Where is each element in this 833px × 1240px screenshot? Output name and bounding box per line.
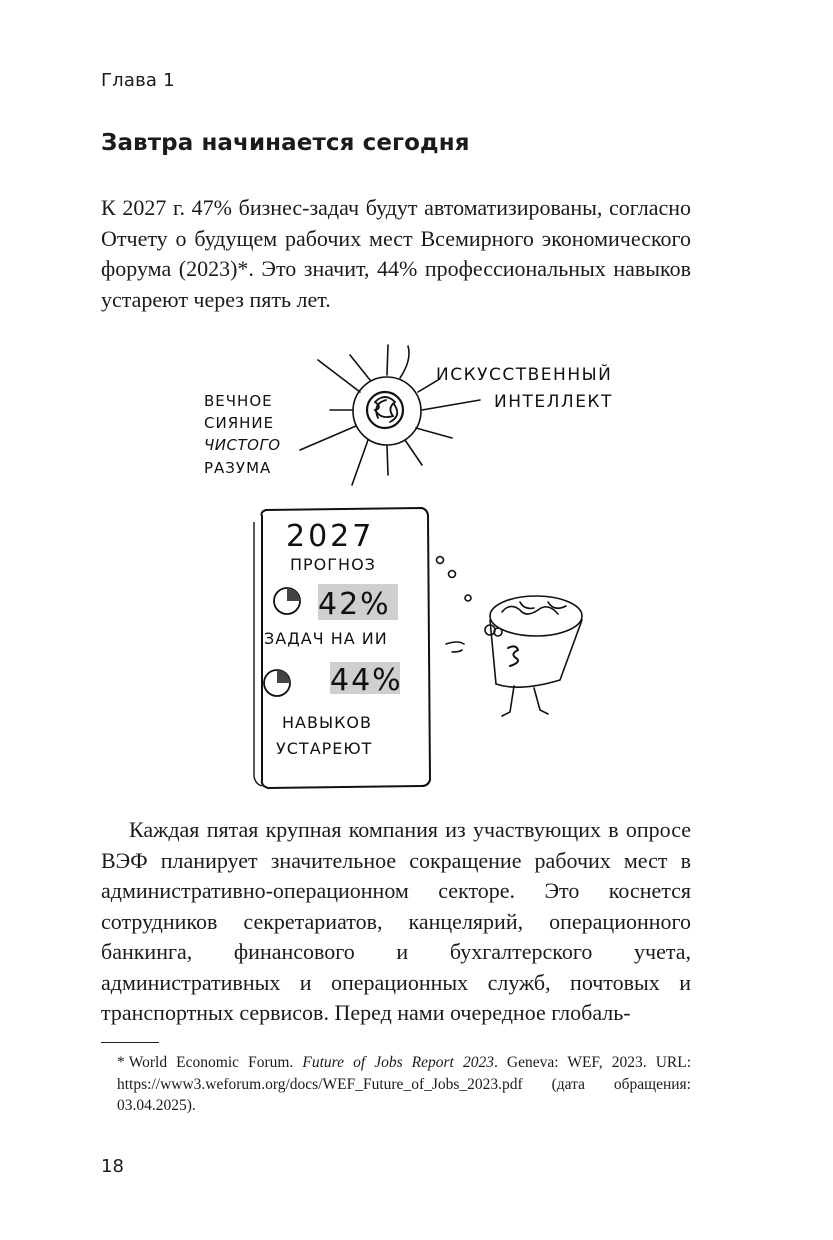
footnote-title: Future of Jobs Report 2023	[302, 1054, 494, 1071]
footnote-rest: . Geneva: WEF, 2023. URL: https://www3.weforum.org/docs/WEF_Future_of_Jobs_2023.pdf (дата обращения: 03.04.2025).	[117, 1054, 692, 1114]
footnote-mark: *	[117, 1054, 125, 1071]
sun-caption-left-line: ЧИСТОГО	[204, 436, 281, 454]
pie-chart-icon	[264, 670, 290, 696]
footnote-divider	[101, 1042, 159, 1043]
section-heading: Завтра начинается сегодня	[101, 130, 470, 156]
sun-caption-right-line: ИНТЕЛЛЕКТ	[494, 392, 613, 412]
footnote	[101, 1052, 691, 1117]
sun-caption-left-line: ВЕЧНОЕ	[204, 392, 273, 410]
pie-chart-icon	[274, 588, 300, 614]
illustration	[190, 340, 630, 790]
paragraph-main: Каждая пятая крупная компания из участвующих в опросе ВЭФ планирует значительное сокращение рабочих мест в административно-операционном секторе. Это коснется сотрудников секретариатов, канцелярий, операционного банкинга, финансового и бухгалтерского учета, административных и операционных служб, почтовых и транспортных сервисов. Перед нами очередное глобаль-	[101, 817, 691, 1025]
chapter-label: Глава 1	[101, 70, 175, 91]
skills-label-line: НАВЫКОВ	[282, 713, 372, 732]
footnote-author: World Economic Forum.	[128, 1054, 294, 1071]
board-year: 2027	[286, 519, 375, 554]
skills-percent: 44%	[330, 663, 403, 698]
page-number: 18	[101, 1156, 124, 1177]
sun-caption-left-line: СИЯНИЕ	[204, 414, 275, 432]
tasks-label: ЗАДАЧ НА ИИ	[264, 629, 388, 648]
paragraph-intro: К 2027 г. 47% бизнес-задач будут автоматизированы, согласно Отчету о будущем рабочих мест Всемирного экономического форума (2023)*. Это значит, 44% профессиональных навыков устареют через пять лет.	[101, 195, 691, 312]
sun-caption-right-line: ИСКУССТВЕННЫЙ	[436, 365, 613, 385]
board-forecast-label: ПРОГНОЗ	[290, 555, 376, 574]
illustration-drawing	[190, 340, 630, 790]
sun-caption-left-line: РАЗУМА	[204, 459, 272, 477]
skills-label-line: УСТАРЕЮТ	[276, 739, 373, 758]
tasks-percent: 42%	[318, 587, 391, 622]
forecast-board	[254, 508, 430, 788]
brain-character-icon	[437, 557, 583, 717]
